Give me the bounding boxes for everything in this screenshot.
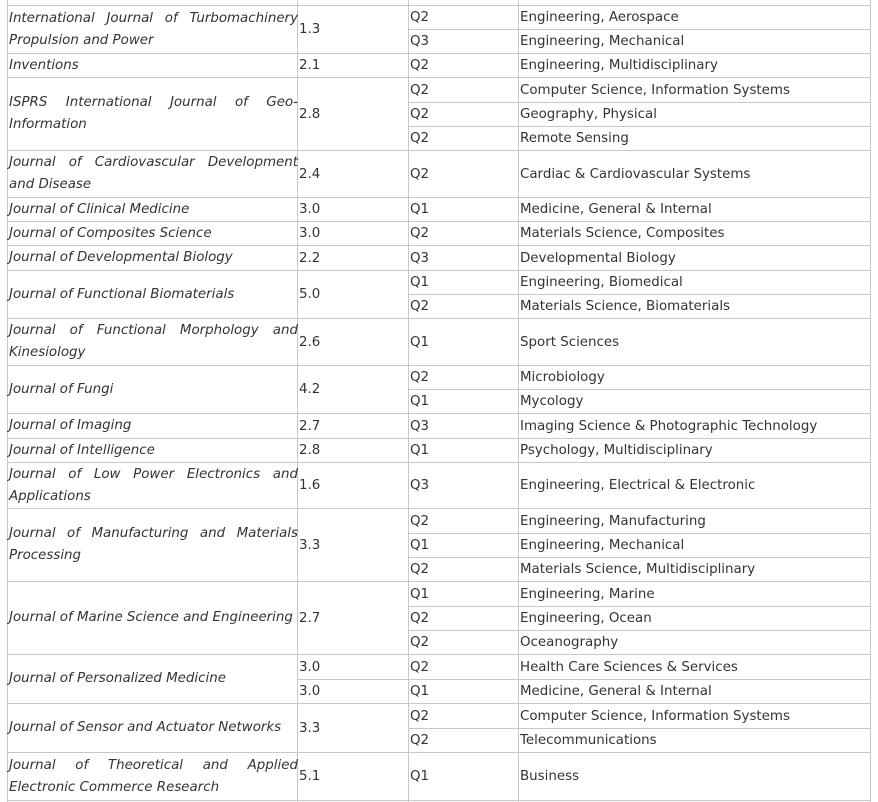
subject-category: Health Care Sciences & Services	[520, 659, 738, 675]
quartile: Q2	[410, 733, 430, 748]
journal-name-text: Journal of Theoretical and Applied Electronic Commerce Research	[9, 757, 298, 795]
quartile: Q1	[410, 684, 430, 699]
subject-category: Telecommunications	[520, 733, 657, 748]
quartile: Q3	[410, 34, 430, 49]
impact-factor: 4.2	[299, 382, 321, 397]
journal-name	[8, 78, 298, 150]
quartile: Q2	[410, 226, 430, 241]
impact-factor: 2.1	[299, 58, 321, 73]
journal-name	[8, 655, 298, 703]
journal-name-text: ISPRS International Journal of Geo-Information	[9, 95, 298, 132]
journal-name-text: Journal of Functional Biomaterials	[9, 286, 235, 302]
impact-factor: 3.3	[299, 537, 321, 553]
impact-factor: 2.7	[299, 610, 321, 626]
subject-category: Computer Science, Information Systems	[520, 82, 790, 98]
quartile: Q2	[410, 611, 430, 626]
subject-category: Computer Science, Information Systems	[520, 708, 790, 724]
journal-name	[8, 704, 298, 752]
journal-name	[8, 439, 298, 462]
journal-name-text: Journal of Marine Science and Engineering	[9, 610, 293, 625]
journal-name	[8, 222, 298, 245]
quartile: Q2	[410, 82, 430, 98]
quartile: Q1	[410, 443, 430, 458]
subject-category: Engineering, Mechanical	[520, 538, 685, 553]
journal-name-text: Journal of Fungi	[9, 381, 114, 397]
subject-category: Engineering, Multidisciplinary	[520, 58, 718, 73]
impact-factor: 1.3	[299, 22, 321, 37]
subject-category: Geography, Physical	[520, 107, 657, 122]
journal-name-text: Journal of Clinical Medicine	[9, 201, 190, 217]
journal-name-text: Journal of Composites Science	[9, 225, 212, 241]
subject-category: Cardiac & Cardiovascular Systems	[520, 166, 751, 182]
subject-category: Engineering, Mechanical	[520, 34, 685, 49]
journal-name	[8, 509, 298, 581]
impact-factor: 2.7	[299, 418, 321, 434]
journal-name	[8, 463, 298, 508]
subject-category: Engineering, Electrical & Electronic	[520, 478, 756, 493]
subject-category: Psychology, Multidisciplinary	[520, 443, 713, 458]
quartile: Q3	[410, 250, 430, 266]
quartile: Q1	[410, 334, 430, 350]
journal-name-text: Journal of Sensor and Actuator Networks	[9, 720, 282, 735]
impact-factor: 3.3	[299, 720, 321, 736]
journal-impact-table	[7, 0, 871, 802]
quartile: Q3	[410, 418, 430, 434]
journal-name-text: Journal of Developmental Biology	[9, 250, 233, 265]
journal-name-text: Journal of Intelligence	[9, 442, 155, 458]
subject-category: Sport Sciences	[520, 334, 620, 350]
journal-name	[8, 319, 298, 365]
journal-name-text: Journal of Manufacturing and Materials Processing	[9, 526, 298, 563]
subject-category: Business	[520, 769, 580, 784]
quartile: Q2	[410, 513, 430, 529]
impact-factor: 3.0	[299, 202, 321, 217]
journal-name	[8, 753, 298, 800]
impact-factor: 2.8	[299, 443, 321, 458]
quartile: Q1	[410, 202, 430, 217]
subject-category: Oceanography	[520, 635, 619, 650]
impact-factor: 5.0	[299, 287, 321, 302]
journal-name-text: Journal of Cardiovascular Development and Disease	[9, 155, 298, 192]
subject-category: Medicine, General & Internal	[520, 684, 712, 699]
journal-name	[8, 151, 298, 197]
quartile: Q3	[410, 478, 430, 493]
subject-category: Microbiology	[520, 370, 605, 385]
impact-factor: 3.0	[299, 684, 321, 699]
subject-category: Mycology	[520, 394, 584, 409]
quartile: Q2	[410, 659, 430, 675]
journal-name-text: Inventions	[9, 57, 79, 73]
impact-factor: 2.6	[299, 334, 321, 350]
quartile: Q1	[410, 586, 430, 602]
journal-name	[8, 198, 298, 221]
subject-category: Developmental Biology	[520, 250, 676, 266]
impact-factor: 2.4	[299, 166, 321, 182]
quartile: Q1	[410, 538, 430, 553]
quartile: Q1	[410, 769, 430, 784]
quartile: Q2	[410, 562, 430, 577]
journal-name	[8, 246, 298, 270]
quartile: Q2	[410, 635, 430, 650]
quartile: Q2	[410, 299, 430, 314]
journal-name	[8, 271, 298, 318]
subject-category: Materials Science, Biomaterials	[520, 299, 731, 314]
journal-name	[8, 366, 298, 413]
subject-category: Engineering, Manufacturing	[520, 513, 706, 529]
journal-name-text: International Journal of Turbomachinery Propulsion and Power	[9, 10, 298, 48]
quartile: Q2	[410, 58, 430, 73]
subject-category: Medicine, General & Internal	[520, 202, 712, 217]
journal-name	[8, 6, 298, 53]
quartile: Q2	[410, 131, 430, 146]
impact-factor: 2.8	[299, 106, 321, 122]
quartile: Q2	[410, 708, 430, 724]
quartile: Q2	[410, 370, 430, 385]
subject-category: Imaging Science & Photographic Technology	[520, 418, 818, 434]
subject-category: Engineering, Biomedical	[520, 275, 683, 290]
quartile: Q2	[410, 107, 430, 122]
impact-factor: 3.0	[299, 659, 321, 675]
subject-category: Materials Science, Composites	[520, 226, 725, 241]
impact-factor: 2.2	[299, 250, 321, 266]
journal-name-text: Journal of Imaging	[9, 418, 132, 433]
subject-category: Materials Science, Multidisciplinary	[520, 562, 756, 577]
subject-category: Engineering, Ocean	[520, 611, 652, 626]
journal-name	[8, 414, 298, 438]
quartile: Q2	[410, 10, 430, 25]
subject-category: Engineering, Aerospace	[520, 10, 679, 25]
impact-factor: 1.6	[299, 478, 321, 493]
journal-name-text: Journal of Functional Morphology and Kinesiology	[9, 323, 298, 360]
journal-name-text: Journal of Personalized Medicine	[9, 671, 226, 686]
quartile: Q2	[410, 166, 430, 182]
quartile: Q1	[410, 394, 430, 409]
subject-category: Engineering, Marine	[520, 586, 655, 602]
journal-name	[8, 54, 298, 77]
impact-factor: 3.0	[299, 226, 321, 241]
row-divider	[408, 800, 871, 801]
journal-name	[8, 582, 298, 654]
journal-name-text: Journal of Low Power Electronics and Applications	[9, 466, 298, 504]
quartile: Q1	[410, 275, 430, 290]
impact-factor: 5.1	[299, 769, 321, 784]
subject-category: Remote Sensing	[520, 131, 629, 146]
